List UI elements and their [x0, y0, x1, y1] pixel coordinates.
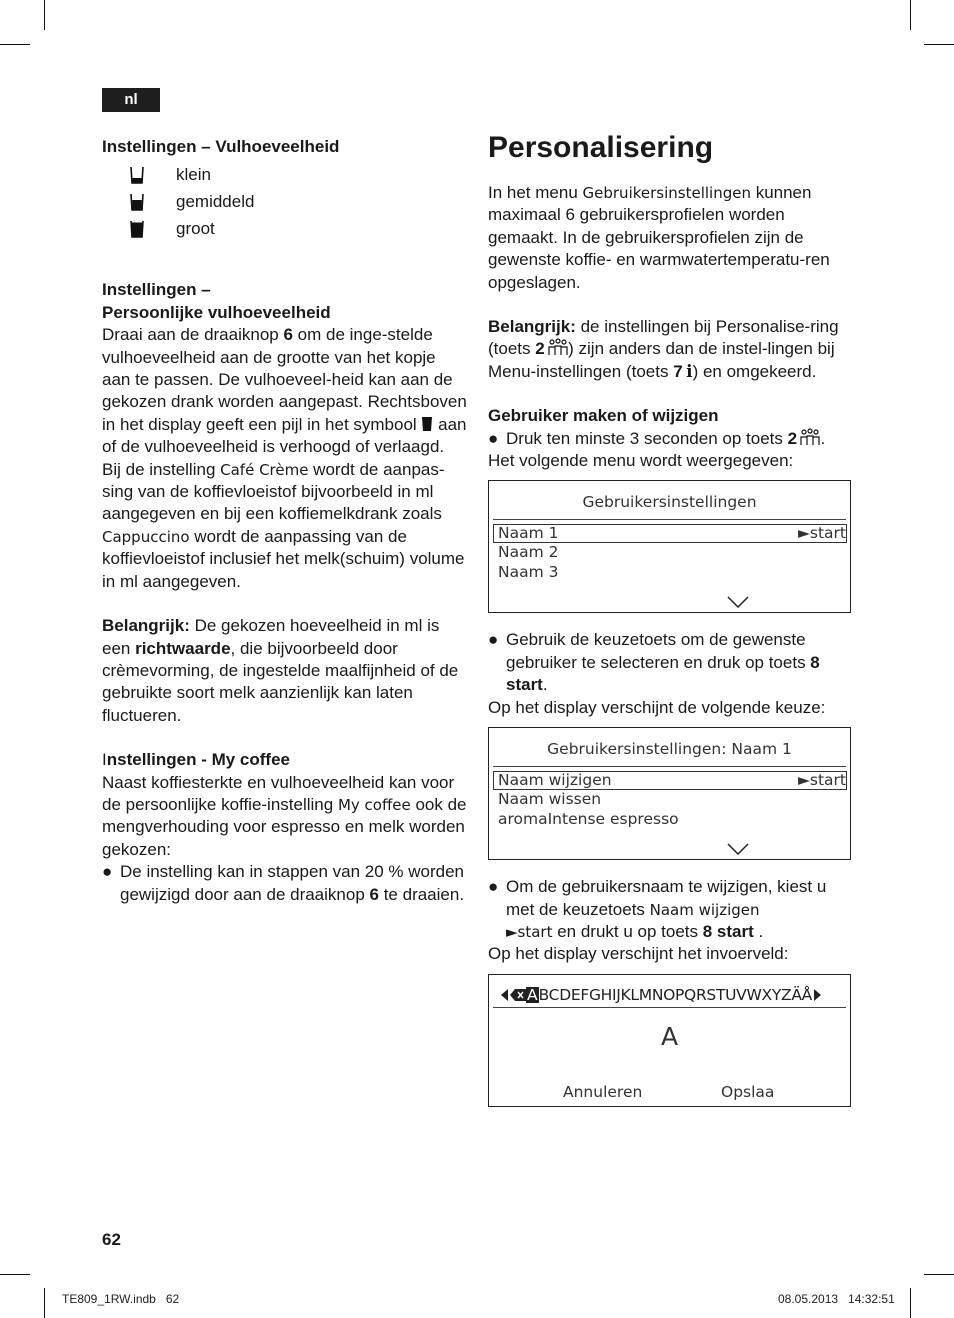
change-name-after: Op het display verschijnt het invoerveld:: [488, 944, 789, 964]
crop-mark: [924, 1274, 954, 1275]
text: De gekozen hoeveelheid in ml is een: [102, 616, 440, 658]
cup-arrow-icon: [421, 416, 433, 432]
text: In het menu: [488, 183, 583, 202]
crop-mark: [924, 44, 954, 45]
footer-timestamp: 08.05.2013 14:32:51: [778, 1292, 895, 1306]
left-column: [102, 136, 467, 906]
arrow-left-icon[interactable]: [501, 989, 509, 1001]
language-tag: nl: [102, 88, 160, 112]
my-coffee-heading: [102, 749, 467, 771]
bullet-dot: ●: [488, 428, 499, 448]
crop-mark: [910, 1288, 911, 1318]
users-icon: [548, 338, 568, 356]
menu-item-change-name[interactable]: [493, 771, 847, 790]
menu-term: Naam wijzigen: [649, 900, 760, 919]
alphabet[interactable]: BCDEFGHIJKLMNOPQRSTUVWXYZÄÅ: [538, 985, 812, 1004]
cafe-creme-term: Café Crème: [220, 460, 309, 479]
important-label: Belangrijk:: [488, 317, 576, 337]
key-number: 7: [673, 361, 683, 381]
size-large-row: [102, 215, 467, 242]
select-user-after: Op het display verschijnt de volgende keuze:: [488, 697, 826, 717]
chevron-down-icon[interactable]: [727, 843, 749, 855]
menu-item-delete-name[interactable]: Naam wissen: [498, 790, 602, 809]
character-row[interactable]: [493, 975, 846, 1008]
text: wordt de aanpas-sing van de koffievloeistof bijvoorbeeld in ml aangegeven en bij een koffiemelkdrank zoals: [102, 459, 445, 524]
menu-item-name-3[interactable]: Naam 3: [498, 562, 559, 581]
bullet-dot: ●: [488, 630, 499, 650]
cup-medium-icon: [130, 193, 144, 211]
text: Gebruik de keuzetoets om de gewenste gebruiker te selecteren en druk op toets: [506, 630, 811, 672]
crop-mark: [910, 0, 911, 30]
make-user-heading: Gebruiker maken of wijzigen: [488, 406, 719, 426]
start-term: ►start: [506, 922, 553, 941]
start-label: ►start: [797, 524, 846, 543]
change-name-bullet: [488, 876, 850, 943]
personal-fill-paragraph: [102, 324, 467, 593]
intro-paragraph: [488, 182, 850, 294]
key-number: 2: [787, 428, 798, 448]
fill-amount-heading: Instellingen – Vulhoeveelheid: [102, 137, 340, 156]
size-small-label: klein: [176, 164, 211, 184]
text: .: [753, 921, 764, 941]
menu-term: Gebruikersinstellingen: [582, 184, 751, 202]
my-coffee-paragraph: [102, 772, 467, 862]
personal-fill-heading-2: Persoonlijke vulhoeveelheid: [102, 302, 331, 322]
size-medium-row: [102, 188, 467, 215]
cappuccino-term: Cappuccino: [102, 527, 190, 546]
important-label: Belangrijk:: [102, 616, 190, 636]
text: ook de mengverhouding voor espresso en melk worden gekozen:: [102, 794, 467, 859]
page-number: 62: [102, 1230, 121, 1249]
important-note-left: [102, 615, 467, 727]
entered-name: A: [660, 1021, 679, 1051]
display-user-name-1: [488, 727, 851, 860]
info-icon: i: [686, 361, 693, 382]
menu-item-name-2[interactable]: Naam 2: [498, 543, 559, 562]
text: I: [102, 750, 107, 770]
text: Druk ten minste 3 seconden op toets: [506, 428, 788, 448]
text: .: [820, 428, 826, 448]
crop-mark: [44, 0, 45, 30]
save-button[interactable]: Opslaa: [721, 1083, 775, 1102]
text: de instellingen bij Personalise-ring (toets: [488, 317, 839, 359]
bullet-dot: ●: [488, 877, 499, 897]
item-label: Naam wijzigen: [498, 771, 612, 790]
my-coffee-term: My coffee: [337, 795, 411, 814]
start-label: ►start: [797, 771, 846, 790]
crop-mark: [44, 1288, 45, 1318]
text: Naast koffiesterkte en vulhoeveelheid kan voor de persoonlijke koffie-instelling: [102, 772, 455, 814]
text: ) zijn anders dan de instel-lingen bij Menu-instellingen (toets: [488, 339, 835, 381]
size-small-row: [102, 161, 467, 188]
my-coffee-bullet: [102, 861, 467, 906]
important-note-right: [488, 316, 850, 383]
key-label: 8 start: [702, 921, 754, 941]
arrow-right-icon[interactable]: [813, 989, 821, 1001]
menu-item-name-1[interactable]: [493, 524, 847, 543]
text: , die bijvoorbeeld door crèmevorming, de ingestelde maalfijnheid of de gebruikte soort melk aanzienlijk kan laten fluctueren.: [102, 638, 459, 725]
text: .: [542, 675, 548, 695]
text: en drukt u op toets: [552, 921, 703, 941]
guideline-term: richtwaarde: [135, 638, 231, 658]
text: te draaien.: [378, 884, 465, 904]
personal-fill-heading-1: Instellingen –: [102, 280, 211, 300]
cup-small-icon: [130, 166, 144, 184]
text: kunnen maximaal 6 gebruikersprofielen worden gemaakt. In de gebruikersprofielen zijn de gewenste koffie- en warmwatertemperatu-ren opgeslagen.: [488, 183, 830, 292]
page-title: Personalisering: [488, 131, 714, 164]
item-label: Naam 1: [498, 524, 559, 543]
cancel-button[interactable]: Annuleren: [563, 1083, 643, 1102]
crop-mark: [0, 44, 30, 45]
make-user-bullet: [488, 428, 850, 450]
size-large-label: groot: [176, 218, 215, 238]
text: om de inge-stelde vulhoeveelheid aan de grootte van het kopje aan te passen. De vulhoeveel-heid kan aan de gekozen drank worden aangepast. Rechtsboven in het display geeft een pijl in het symbool: [102, 325, 467, 434]
key-number: 2: [535, 339, 545, 359]
chevron-down-icon[interactable]: [727, 596, 749, 608]
text: De instelling kan in stappen van 20 % worden gewijzigd door aan de draaiknop: [120, 862, 464, 904]
cup-large-icon: [130, 220, 144, 238]
text: ) en omgekeerd.: [692, 361, 817, 381]
key-label: 8 start: [506, 652, 820, 695]
text: nstellingen - My coffee: [106, 750, 290, 770]
knob-number: 6: [369, 884, 379, 904]
footer-file: TE809_1RW.indb 62: [62, 1292, 180, 1306]
display-user-settings: [488, 480, 851, 613]
text: wordt de aanpassing van de koffievloeistof inclusief het melk(schuim) volume in ml aangegeven.: [102, 526, 465, 591]
knob-number: 6: [283, 325, 293, 345]
bullet-dot: ●: [102, 862, 113, 882]
text: aan of de vulhoeveelheid is verhoogd of verlaagd. Bij de instelling: [102, 414, 467, 479]
users-icon: [800, 428, 820, 446]
make-user-after: Het volgende menu wordt weergegeven:: [488, 451, 794, 471]
crop-mark: [0, 1274, 30, 1275]
right-column: [488, 128, 850, 1107]
display-name-input: [488, 974, 851, 1107]
display-title: Gebruikersinstellingen: [493, 481, 846, 520]
select-user-bullet: [488, 629, 850, 696]
selected-character[interactable]: A: [527, 985, 538, 1004]
text: Om de gebruikersnaam te wijzigen, kiest u met de keuzetoets: [506, 877, 827, 919]
backspace-icon[interactable]: [510, 989, 526, 1001]
size-medium-label: gemiddeld: [176, 191, 255, 211]
menu-item-aroma[interactable]: aromaIntense espresso: [498, 809, 679, 828]
text: Draai aan de draaiknop: [102, 325, 284, 345]
display-title: Gebruikersinstellingen: Naam 1: [493, 728, 846, 767]
